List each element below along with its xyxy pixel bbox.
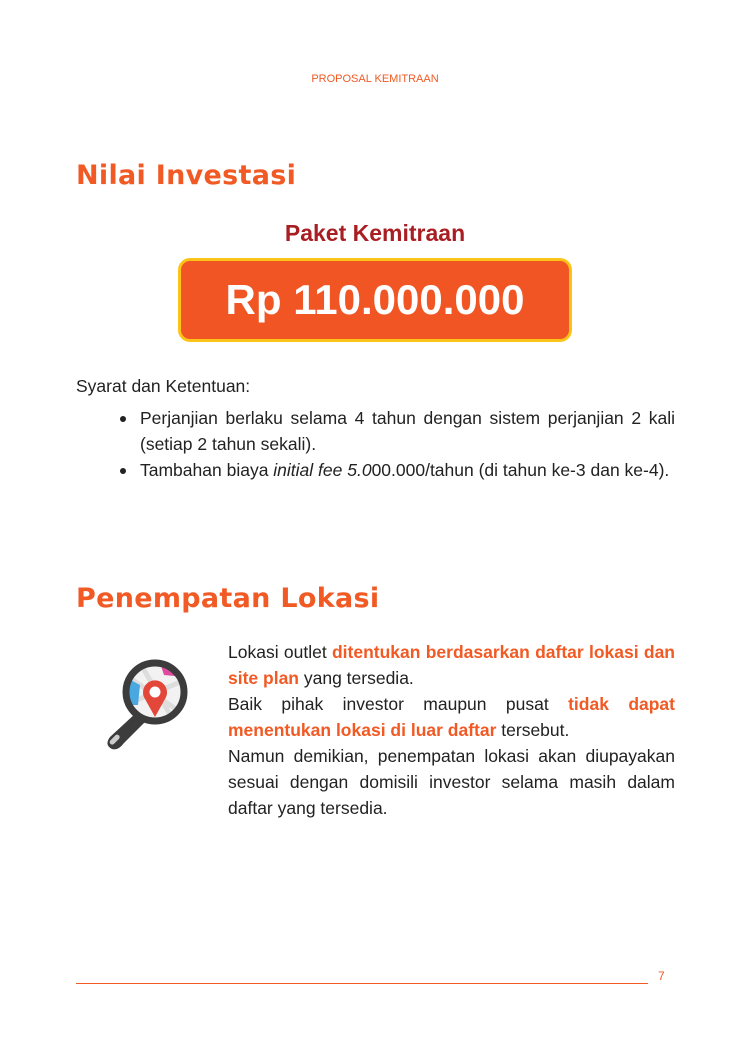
text: yang tersedia.	[299, 668, 414, 688]
text: Lokasi outlet	[228, 642, 332, 662]
location-description	[228, 639, 675, 821]
highlight-text: tidak dapat menentukan lokasi di luar daftar	[228, 694, 675, 740]
text: tersebut.	[496, 720, 570, 740]
page-number: 7	[658, 969, 665, 983]
footer-divider	[76, 983, 648, 984]
term-text: 00.000/tahun (di tahun ke-3 dan ke-4).	[371, 460, 670, 480]
section-title-investment: Nilai Investasi	[76, 160, 297, 191]
term-item	[140, 457, 675, 483]
text: Baik pihak investor maupun pusat	[228, 694, 569, 714]
map-search-icon	[100, 655, 195, 755]
terms-heading: Syarat dan Ketentuan:	[76, 376, 251, 396]
page-header: PROPOSAL KEMITRAAN	[311, 73, 439, 85]
term-italic: initial fee 5.0	[273, 460, 372, 480]
package-label: Paket Kemitraan	[284, 220, 466, 246]
paragraph	[228, 691, 675, 743]
term-item: Perjanjian berlaku selama 4 tahun dengan sistem perjanjian 2 kali (setiap 2 tahun sekali).	[140, 405, 675, 457]
term-text: Tambahan biaya	[140, 460, 274, 480]
paragraph: Namun demikian, penempatan lokasi akan diupayakan sesuai dengan domisili investor selama masih dalam daftar yang tersedia.	[228, 746, 675, 818]
terms-list	[140, 405, 675, 483]
paragraph	[228, 639, 675, 691]
highlight-text: ditentukan berdasarkan daftar lokasi dan site plan	[228, 642, 675, 688]
price-box: Rp 110.000.000	[178, 258, 572, 342]
section-title-location: Penempatan Lokasi	[76, 583, 380, 614]
